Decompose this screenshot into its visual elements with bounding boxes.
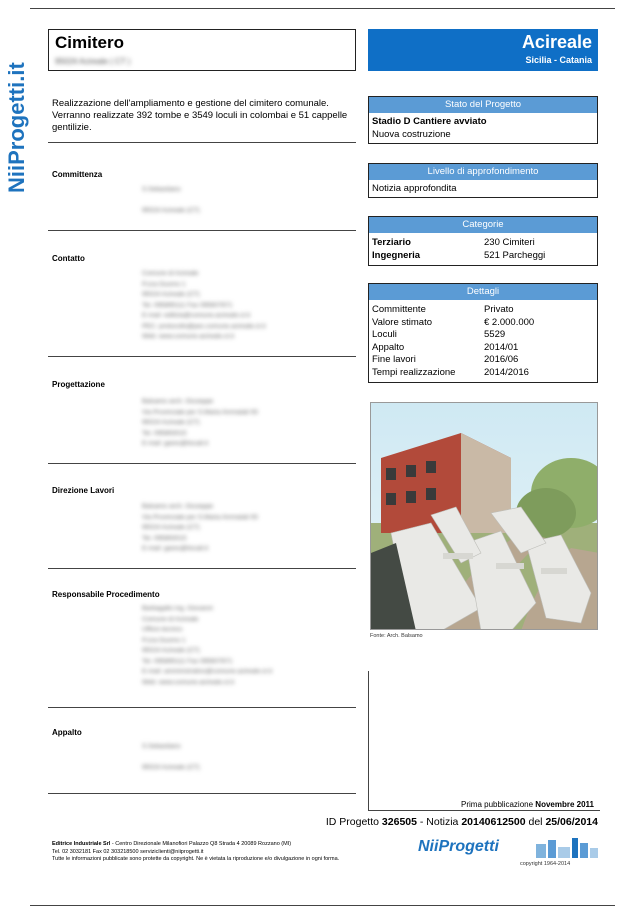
stato-panel-title: Stato del Progetto: [369, 97, 597, 113]
dettagli-key: Loculi: [372, 329, 397, 340]
categorie-value: 230 Cimiteri: [484, 237, 535, 248]
dettagli-row: [372, 342, 594, 355]
dettagli-key: Valore stimato: [372, 316, 433, 328]
bottom-rule: [30, 905, 615, 906]
divider: [48, 230, 356, 231]
first-publication-date: Novembre 2011: [535, 800, 594, 809]
section-line: P.zza Duomo 1: [142, 280, 186, 288]
first-publication-label: Prima pubblicazione: [461, 800, 534, 809]
section-line: S.Sebastiano: [142, 743, 181, 750]
divider: [48, 568, 356, 569]
section-line: E-mail: gares@tiscali.it: [142, 545, 209, 552]
categorie-row: [372, 250, 594, 263]
location-city: Acireale: [521, 32, 592, 52]
categorie-value: 521 Parcheggi: [484, 249, 546, 261]
livello-panel-title: Livello di approfondimento: [369, 164, 597, 180]
side-brand-svg: [4, 30, 30, 195]
footer-company: Editrice Industriale Srl: [52, 841, 111, 847]
id-label: ID Progetto: [325, 816, 379, 828]
section-line: Balsamo arch. Giuseppe: [142, 398, 214, 405]
section-line: Tel. 095895111 Fax 095607671: [142, 301, 233, 309]
dettagli-panel: [368, 283, 598, 383]
section-body-responsabile: [142, 604, 352, 688]
section-line: [142, 753, 352, 764]
section-line: Tel. 095893015: [142, 534, 187, 542]
dettagli-row: [372, 367, 594, 380]
categorie-panel-title: Categorie: [369, 217, 597, 233]
section-title-appalto: Appalto: [52, 728, 82, 737]
project-description: Realizzazione dell'ampliamento e gestione del cimitero comunale. Verranno realizzate 392 tombe e 3549 loculi in colombai e 51 cappelle gentilizie.: [52, 98, 348, 133]
first-publication: [370, 800, 594, 809]
section-line: E-mail: gares@tiscali.it: [142, 440, 209, 447]
footer-logo: [418, 838, 598, 860]
section-line: Comune di Acireale: [142, 615, 199, 623]
footer-notice: Tutte le informazioni pubblicate sono protette da copyright. Ne è vietata la riproduzione e/o divulgazione in ogni forma.: [52, 856, 340, 862]
livello-value: Notizia approfondita: [372, 183, 457, 194]
section-line: Web: www.comune.acireale.ct.it: [142, 678, 234, 686]
location-region: Sicilia - Catania: [525, 55, 592, 65]
dettagli-panel-title: Dettagli: [369, 284, 597, 300]
section-body-contatto: [142, 269, 352, 343]
stato-status: Stadio D Cantiere avviato: [372, 116, 487, 127]
section-line: S.Sebastiano: [142, 186, 181, 193]
image-frame-line: [368, 671, 369, 810]
divider: [48, 793, 356, 794]
section-title-committenza: Committenza: [52, 170, 103, 179]
notizia-date: 25/06/2014: [545, 816, 598, 828]
section-title-progettazione: Progettazione: [52, 380, 105, 389]
footer-contacts: Tel. 02 3032181 Fax 02 303218500 serviziclienti@niiprogetti.it: [52, 848, 204, 855]
render-illustration: [371, 403, 598, 630]
dettagli-value: 2016/06: [484, 354, 519, 365]
section-line: 95024 Acireale (CT): [142, 291, 200, 298]
id-value: 326505: [381, 816, 417, 828]
divider: [48, 707, 356, 708]
dettagli-row: [372, 329, 594, 342]
section-line: 95024 Acireale (CT): [142, 764, 200, 771]
section-line: Balsamo arch. Giuseppe: [142, 503, 214, 510]
project-id-line: [300, 816, 598, 828]
dettagli-key: Tempi realizzazione: [372, 366, 456, 378]
location-box: [368, 29, 598, 71]
dettagli-value: 2014/2016: [484, 366, 529, 378]
dettagli-value: 2014/01: [484, 341, 519, 353]
divider: [48, 463, 356, 464]
section-line: Comune di Acireale: [142, 270, 199, 277]
footer-logo-skyline-icon: [536, 838, 598, 858]
copyright-text: copyright 1964-2014: [520, 861, 571, 867]
title-box: [48, 29, 356, 71]
section-body-direzione: [142, 502, 352, 555]
section-line: Tel. 095893015: [142, 429, 187, 437]
footer-address: - Centro Direzionale Milanofiori Palazzo Q8 Strada 4 20089 Rozzano (MI): [110, 841, 292, 847]
categorie-key: Terziario: [372, 237, 411, 248]
side-brand-logo: [4, 30, 30, 195]
section-line: E-mail: amministrativo@comune.acireale.ct.it: [142, 668, 273, 675]
footer-info: [52, 841, 392, 864]
section-line: Tel. 095895111 Fax 095607671: [142, 657, 233, 665]
footer-company-line: [52, 841, 392, 849]
livello-panel: [368, 163, 598, 198]
section-title-direzione: Direzione Lavori: [52, 486, 115, 495]
section-line: 95024 Acireale (CT): [142, 647, 200, 654]
section-line: PEC: protocollo@pec.comune.acireale.ct.it: [142, 322, 266, 330]
page-address: 95024 Acireale ( CT ): [55, 57, 131, 66]
section-line: P.zza Duomo 1: [142, 636, 186, 644]
categorie-key: Ingegneria: [372, 249, 421, 261]
stato-panel: [368, 96, 598, 144]
notizia-label: - Notizia: [419, 816, 459, 828]
page-title: Cimitero: [55, 33, 124, 52]
divider: [48, 142, 356, 143]
dettagli-value: 5529: [484, 329, 506, 340]
dettagli-key: Committente: [372, 304, 426, 315]
dettagli-row: [372, 317, 594, 330]
divider: [48, 356, 356, 357]
dettagli-row: [372, 304, 594, 317]
dettagli-value: € 2.000.000: [484, 316, 535, 328]
image-caption: Fonte: Arch. Balsamo: [370, 633, 423, 639]
del-label: del: [528, 816, 543, 828]
section-title-contatto: Contatto: [52, 254, 85, 263]
section-line: [142, 196, 352, 207]
notizia-value: 20140612500: [461, 816, 526, 828]
side-brand-text: NiiProgetti.it: [4, 62, 29, 193]
section-line: Barbagallo ing. Giovanni: [142, 605, 213, 612]
section-line: 95024 Acireale (CT): [142, 207, 200, 214]
dettagli-key: Appalto: [372, 341, 405, 353]
top-rule: [30, 8, 615, 9]
section-line: Ufficio tecnico: [142, 626, 183, 633]
section-body-appalto: [142, 742, 352, 774]
section-line: Via Provinciale per S.Maria Ammalati 93: [142, 513, 258, 521]
dettagli-row: [372, 354, 594, 367]
section-body-progettazione: [142, 397, 352, 450]
section-line: 95024 Acireale (CT): [142, 419, 200, 426]
categorie-row: [372, 237, 594, 250]
footer-logo-text: NiiProgetti: [418, 838, 499, 855]
categorie-panel: [368, 216, 598, 266]
section-body-committenza: [142, 185, 352, 217]
section-line: E-mail: edilizia@comune.acireale.ct.it: [142, 312, 251, 319]
section-line: 95024 Acireale (CT): [142, 524, 200, 531]
dettagli-value: Privato: [484, 304, 514, 315]
stato-type: Nuova costruzione: [372, 128, 451, 140]
project-render-image: [370, 402, 598, 630]
dettagli-key: Fine lavori: [372, 354, 416, 365]
divider: [368, 810, 600, 811]
section-line: Web: www.comune.acireale.ct.it: [142, 333, 234, 340]
section-title-responsabile: Responsabile Procedimento: [52, 590, 160, 599]
section-line: Via Provinciale per S.Maria Ammalati 93: [142, 408, 258, 416]
